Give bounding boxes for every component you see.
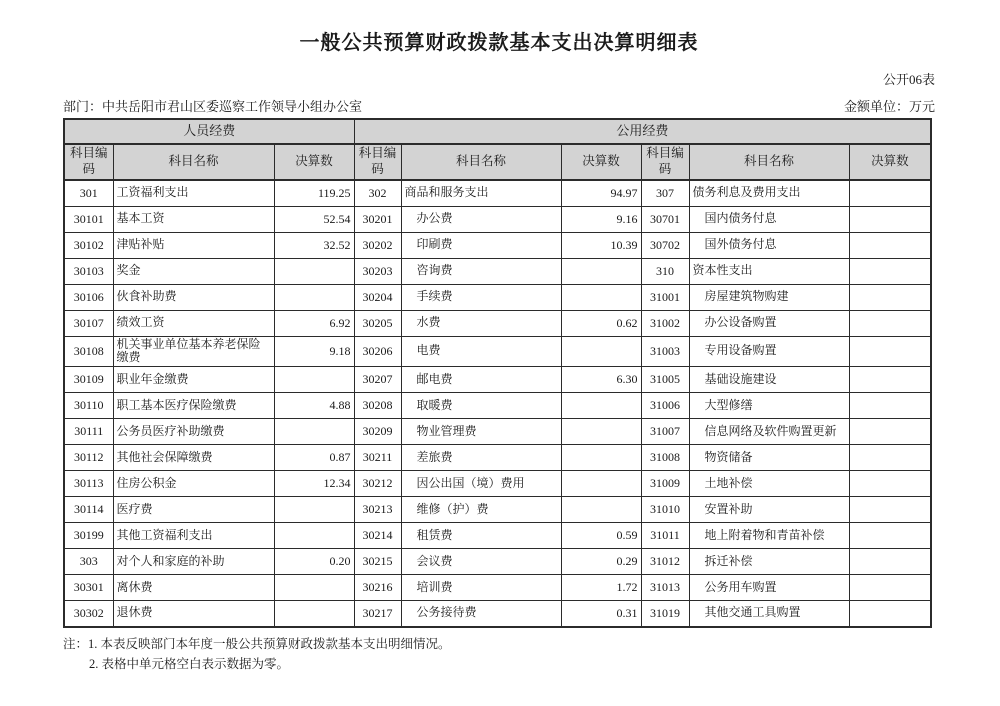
cell-name: 机关事业单位基本养老保险缴费 xyxy=(113,336,274,367)
cell-code: 30205 xyxy=(354,310,401,336)
cell-code: 30199 xyxy=(64,523,113,549)
cell-name: 资本性支出 xyxy=(689,258,849,284)
col-header-subject-name-2: 科目名称 xyxy=(401,144,561,180)
cell-name: 办公费 xyxy=(401,206,561,232)
cell-value xyxy=(561,471,641,497)
cell-value: 0.20 xyxy=(274,549,354,575)
cell-value xyxy=(849,445,931,471)
footnote-2: 2. 表格中单元格空白表示数据为零。 xyxy=(89,656,290,671)
cell-name: 国外债务付息 xyxy=(689,232,849,258)
cell-code: 30212 xyxy=(354,471,401,497)
cell-name: 商品和服务支出 xyxy=(401,180,561,206)
group-header-public-funds: 公用经费 xyxy=(354,119,931,144)
budget-detail-table xyxy=(63,118,932,628)
cell-name: 对个人和家庭的补助 xyxy=(113,549,274,575)
budget-table-body xyxy=(64,180,931,627)
cell-code: 30213 xyxy=(354,497,401,523)
cell-code: 31008 xyxy=(641,445,689,471)
cell-code: 303 xyxy=(64,549,113,575)
cell-code: 31003 xyxy=(641,336,689,367)
cell-code: 31011 xyxy=(641,523,689,549)
cell-name: 债务利息及费用支出 xyxy=(689,180,849,206)
page-title: 一般公共预算财政拨款基本支出决算明细表 xyxy=(299,32,699,54)
table-row xyxy=(64,393,931,419)
table-row xyxy=(64,258,931,284)
cell-name: 职工基本医疗保险缴费 xyxy=(113,393,274,419)
cell-name: 拆迁补偿 xyxy=(689,549,849,575)
table-row xyxy=(64,549,931,575)
form-number-label: 公开06表 xyxy=(882,72,935,87)
cell-value xyxy=(849,258,931,284)
cell-name: 信息网络及软件购置更新 xyxy=(689,419,849,445)
cell-value xyxy=(274,497,354,523)
cell-value xyxy=(849,232,931,258)
cell-value xyxy=(274,419,354,445)
cell-code: 30209 xyxy=(354,419,401,445)
cell-code: 30107 xyxy=(64,310,113,336)
cell-name: 其他社会保障缴费 xyxy=(113,445,274,471)
cell-name: 办公设备购置 xyxy=(689,310,849,336)
cell-name: 工资福利支出 xyxy=(113,180,274,206)
cell-code: 30201 xyxy=(354,206,401,232)
cell-name: 手续费 xyxy=(401,284,561,310)
cell-name: 公务接待费 xyxy=(401,601,561,627)
cell-name: 邮电费 xyxy=(401,367,561,393)
cell-value xyxy=(849,180,931,206)
cell-name: 基本工资 xyxy=(113,206,274,232)
cell-name: 安置补助 xyxy=(689,497,849,523)
amount-unit-label: 金额单位：万元 xyxy=(843,99,935,114)
cell-name: 租赁费 xyxy=(401,523,561,549)
cell-value xyxy=(274,601,354,627)
cell-value xyxy=(849,393,931,419)
table-row xyxy=(64,601,931,627)
cell-value xyxy=(849,523,931,549)
cell-name: 公务用车购置 xyxy=(689,575,849,601)
cell-code: 30211 xyxy=(354,445,401,471)
table-row xyxy=(64,310,931,336)
cell-name: 职业年金缴费 xyxy=(113,367,274,393)
cell-value: 9.16 xyxy=(561,206,641,232)
cell-value xyxy=(274,367,354,393)
cell-name: 大型修缮 xyxy=(689,393,849,419)
cell-value: 4.88 xyxy=(274,393,354,419)
cell-value: 94.97 xyxy=(561,180,641,206)
cell-code: 30111 xyxy=(64,419,113,445)
cell-code: 301 xyxy=(64,180,113,206)
cell-name: 绩效工资 xyxy=(113,310,274,336)
cell-code: 30302 xyxy=(64,601,113,627)
cell-code: 30215 xyxy=(354,549,401,575)
cell-value: 0.31 xyxy=(561,601,641,627)
table-row xyxy=(64,367,931,393)
cell-code: 31002 xyxy=(641,310,689,336)
cell-value: 12.34 xyxy=(274,471,354,497)
cell-code: 30113 xyxy=(64,471,113,497)
cell-value xyxy=(849,471,931,497)
cell-value xyxy=(274,575,354,601)
cell-value: 119.25 xyxy=(274,180,354,206)
cell-name: 津贴补贴 xyxy=(113,232,274,258)
table-row xyxy=(64,232,931,258)
cell-name: 其他工资福利支出 xyxy=(113,523,274,549)
table-row xyxy=(64,419,931,445)
cell-name: 差旅费 xyxy=(401,445,561,471)
cell-name: 伙食补助费 xyxy=(113,284,274,310)
cell-value: 1.72 xyxy=(561,575,641,601)
meta-row xyxy=(63,96,935,115)
cell-code: 30109 xyxy=(64,367,113,393)
cell-value: 10.39 xyxy=(561,232,641,258)
cell-value xyxy=(849,284,931,310)
col-header-subject-code-2: 科目编码 xyxy=(354,144,401,180)
cell-value: 9.18 xyxy=(274,336,354,367)
footnotes xyxy=(63,634,935,674)
cell-value xyxy=(849,310,931,336)
cell-code: 310 xyxy=(641,258,689,284)
cell-code: 31019 xyxy=(641,601,689,627)
table-row xyxy=(64,471,931,497)
cell-value: 32.52 xyxy=(274,232,354,258)
cell-code: 31009 xyxy=(641,471,689,497)
cell-name: 其他交通工具购置 xyxy=(689,601,849,627)
cell-value xyxy=(561,258,641,284)
cell-code: 31006 xyxy=(641,393,689,419)
cell-code: 30108 xyxy=(64,336,113,367)
cell-name: 取暖费 xyxy=(401,393,561,419)
cell-name: 水费 xyxy=(401,310,561,336)
cell-value: 6.92 xyxy=(274,310,354,336)
cell-value xyxy=(849,549,931,575)
cell-code: 30110 xyxy=(64,393,113,419)
cell-name: 医疗费 xyxy=(113,497,274,523)
cell-code: 30103 xyxy=(64,258,113,284)
table-row xyxy=(64,206,931,232)
cell-value xyxy=(849,336,931,367)
cell-code: 30207 xyxy=(354,367,401,393)
cell-code: 307 xyxy=(641,180,689,206)
cell-value xyxy=(561,393,641,419)
cell-name: 退休费 xyxy=(113,601,274,627)
col-header-final-amount-1: 决算数 xyxy=(274,144,354,180)
cell-value xyxy=(849,601,931,627)
cell-name: 印刷费 xyxy=(401,232,561,258)
cell-value: 0.29 xyxy=(561,549,641,575)
cell-code: 30112 xyxy=(64,445,113,471)
cell-name: 住房公积金 xyxy=(113,471,274,497)
cell-code: 30106 xyxy=(64,284,113,310)
col-header-subject-name-1: 科目名称 xyxy=(113,144,274,180)
cell-name: 咨询费 xyxy=(401,258,561,284)
cell-name: 电费 xyxy=(401,336,561,367)
cell-code: 31010 xyxy=(641,497,689,523)
department-label: 部门：中共岳阳市君山区委巡察工作领导小组办公室 xyxy=(63,99,363,114)
cell-value xyxy=(849,367,931,393)
cell-value xyxy=(849,206,931,232)
cell-code: 30702 xyxy=(641,232,689,258)
cell-code: 302 xyxy=(354,180,401,206)
cell-value xyxy=(561,284,641,310)
cell-value xyxy=(561,497,641,523)
cell-value: 0.87 xyxy=(274,445,354,471)
cell-code: 31012 xyxy=(641,549,689,575)
cell-name: 地上附着物和青苗补偿 xyxy=(689,523,849,549)
cell-code: 30203 xyxy=(354,258,401,284)
cell-code: 30301 xyxy=(64,575,113,601)
footnote-1: 注：1. 本表反映部门本年度一般公共预算财政拨款基本支出明细情况。 xyxy=(63,636,451,651)
cell-name: 土地补偿 xyxy=(689,471,849,497)
group-header-row xyxy=(64,119,931,144)
cell-name: 专用设备购置 xyxy=(689,336,849,367)
cell-code: 30204 xyxy=(354,284,401,310)
cell-code: 31007 xyxy=(641,419,689,445)
cell-value: 6.30 xyxy=(561,367,641,393)
cell-value xyxy=(849,419,931,445)
cell-value: 0.62 xyxy=(561,310,641,336)
cell-code: 30114 xyxy=(64,497,113,523)
cell-code: 30101 xyxy=(64,206,113,232)
cell-value xyxy=(274,258,354,284)
cell-code: 30208 xyxy=(354,393,401,419)
table-row xyxy=(64,575,931,601)
table-row xyxy=(64,180,931,206)
cell-name: 物资储备 xyxy=(689,445,849,471)
cell-value xyxy=(561,336,641,367)
table-row xyxy=(64,523,931,549)
cell-code: 30216 xyxy=(354,575,401,601)
col-header-final-amount-3: 决算数 xyxy=(849,144,931,180)
col-header-subject-name-3: 科目名称 xyxy=(689,144,849,180)
cell-value xyxy=(274,523,354,549)
cell-value xyxy=(849,497,931,523)
cell-code: 30701 xyxy=(641,206,689,232)
col-header-subject-code-3: 科目编码 xyxy=(641,144,689,180)
cell-name: 国内债务付息 xyxy=(689,206,849,232)
group-header-personnel-funds: 人员经费 xyxy=(64,119,354,144)
cell-name: 维修（护）费 xyxy=(401,497,561,523)
cell-code: 31005 xyxy=(641,367,689,393)
col-header-final-amount-2: 决算数 xyxy=(561,144,641,180)
cell-name: 奖金 xyxy=(113,258,274,284)
table-row xyxy=(64,336,931,367)
column-header-row xyxy=(64,144,931,180)
cell-name: 会议费 xyxy=(401,549,561,575)
cell-code: 30214 xyxy=(354,523,401,549)
cell-value xyxy=(561,445,641,471)
cell-code: 30102 xyxy=(64,232,113,258)
cell-value xyxy=(849,575,931,601)
cell-code: 31013 xyxy=(641,575,689,601)
cell-code: 30202 xyxy=(354,232,401,258)
cell-value xyxy=(274,284,354,310)
table-row xyxy=(64,284,931,310)
cell-name: 物业管理费 xyxy=(401,419,561,445)
table-row xyxy=(64,445,931,471)
cell-value: 0.59 xyxy=(561,523,641,549)
cell-name: 培训费 xyxy=(401,575,561,601)
table-row xyxy=(64,497,931,523)
cell-value: 52.54 xyxy=(274,206,354,232)
cell-name: 因公出国（境）费用 xyxy=(401,471,561,497)
cell-name: 公务员医疗补助缴费 xyxy=(113,419,274,445)
cell-name: 离休费 xyxy=(113,575,274,601)
cell-code: 30217 xyxy=(354,601,401,627)
cell-code: 31001 xyxy=(641,284,689,310)
col-header-subject-code-1: 科目编码 xyxy=(64,144,113,180)
cell-name: 房屋建筑物购建 xyxy=(689,284,849,310)
cell-value xyxy=(561,419,641,445)
cell-code: 30206 xyxy=(354,336,401,367)
cell-name: 基础设施建设 xyxy=(689,367,849,393)
